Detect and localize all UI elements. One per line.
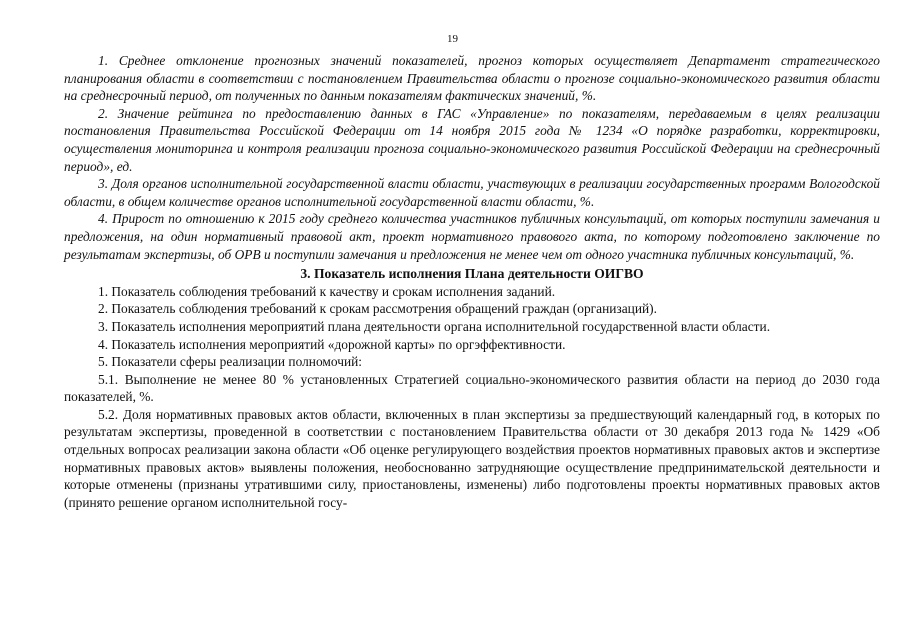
note-4: 4. Прирост по отношению к 2015 году среднего количества участников публичных консультаций, от которых поступили замечания и предложения, на один нормативный правовой акт, проект нормативного правового акта, по которому подготовлено заключение по результатам экспертизы, об ОРВ и поступили замечания и предложения не менее чем от одного участника публичных консультаций, %. bbox=[64, 211, 880, 262]
item-3: 3. Показатель исполнения мероприятий плана деятельности органа исполнительной государственной власти области. bbox=[98, 318, 771, 334]
item-4: 4. Показатель исполнения мероприятий «дорожной карты» по оргэффективности. bbox=[98, 336, 566, 352]
item-1: 1. Показатель соблюдения требований к качеству и срокам исполнения заданий. bbox=[98, 283, 556, 299]
note-1: 1. Среднее отклонение прогнозных значений показателей, прогноз которых осуществляет Департамент стратегического планирования области в соответствии с постановлением Правительства области о прогнозе социально-экономического развития области на среднесрочный период, от полученных по данным показателям фактических значений, %. bbox=[64, 53, 880, 104]
item-5: 5. Показатели сферы реализации полномочий: bbox=[98, 354, 363, 370]
note-2: 2. Значение рейтинга по предоставлению данных в ГАС «Управление» по показателям, передаваемым в целях реализации постановления Правительства Российской Федерации от 14 ноября 2015 года № 1234 «О порядке разработки, корректировки, осуществления мониторинга и контроля реализации прогноза социально-экономического развития Российской Федерации на среднесрочный период», ед. bbox=[64, 105, 880, 174]
item-5-2: 5.2. Доля нормативных правовых актов области, включенных в план экспертизы за предшествующий календарный год, в которых по результатам экспертизы, проведенной в соответствии с постановлением Правительства области от 30 декабря 2013 года № 1429 «Об отдельных вопросах реализации закона области «Об оценке регулирующего воздействия проектов нормативных правовых актов и экспертизе нормативных правовых актов» выявлены положения, необоснованно затрудняющие осуществление предпринимательской деятельности и которые отменены (признаны утратившими силу, приостановлены, изменены) либо подготовлены проекты нормативных правовых актов (принято решение органом исполнительной госу- bbox=[64, 406, 880, 510]
note-3: 3. Доля органов исполнительной государственной власти области, участвующих в реализации государственных программ Вологодской области, в общем количестве органов исполнительной государственной власти области, %. bbox=[64, 176, 880, 209]
document-body bbox=[64, 52, 880, 511]
item-5-1: 5.1. Выполнение не менее 80 % установленных Стратегией социально-экономического развития области на период до 2030 года показателей, %. bbox=[64, 371, 880, 405]
section-heading: 3. Показатель исполнения Плана деятельности ОИГВО bbox=[300, 266, 644, 282]
item-2: 2. Показатель соблюдения требований к срокам рассмотрения обращений граждан (организаций). bbox=[98, 301, 657, 317]
page-number: 19 bbox=[447, 33, 458, 45]
